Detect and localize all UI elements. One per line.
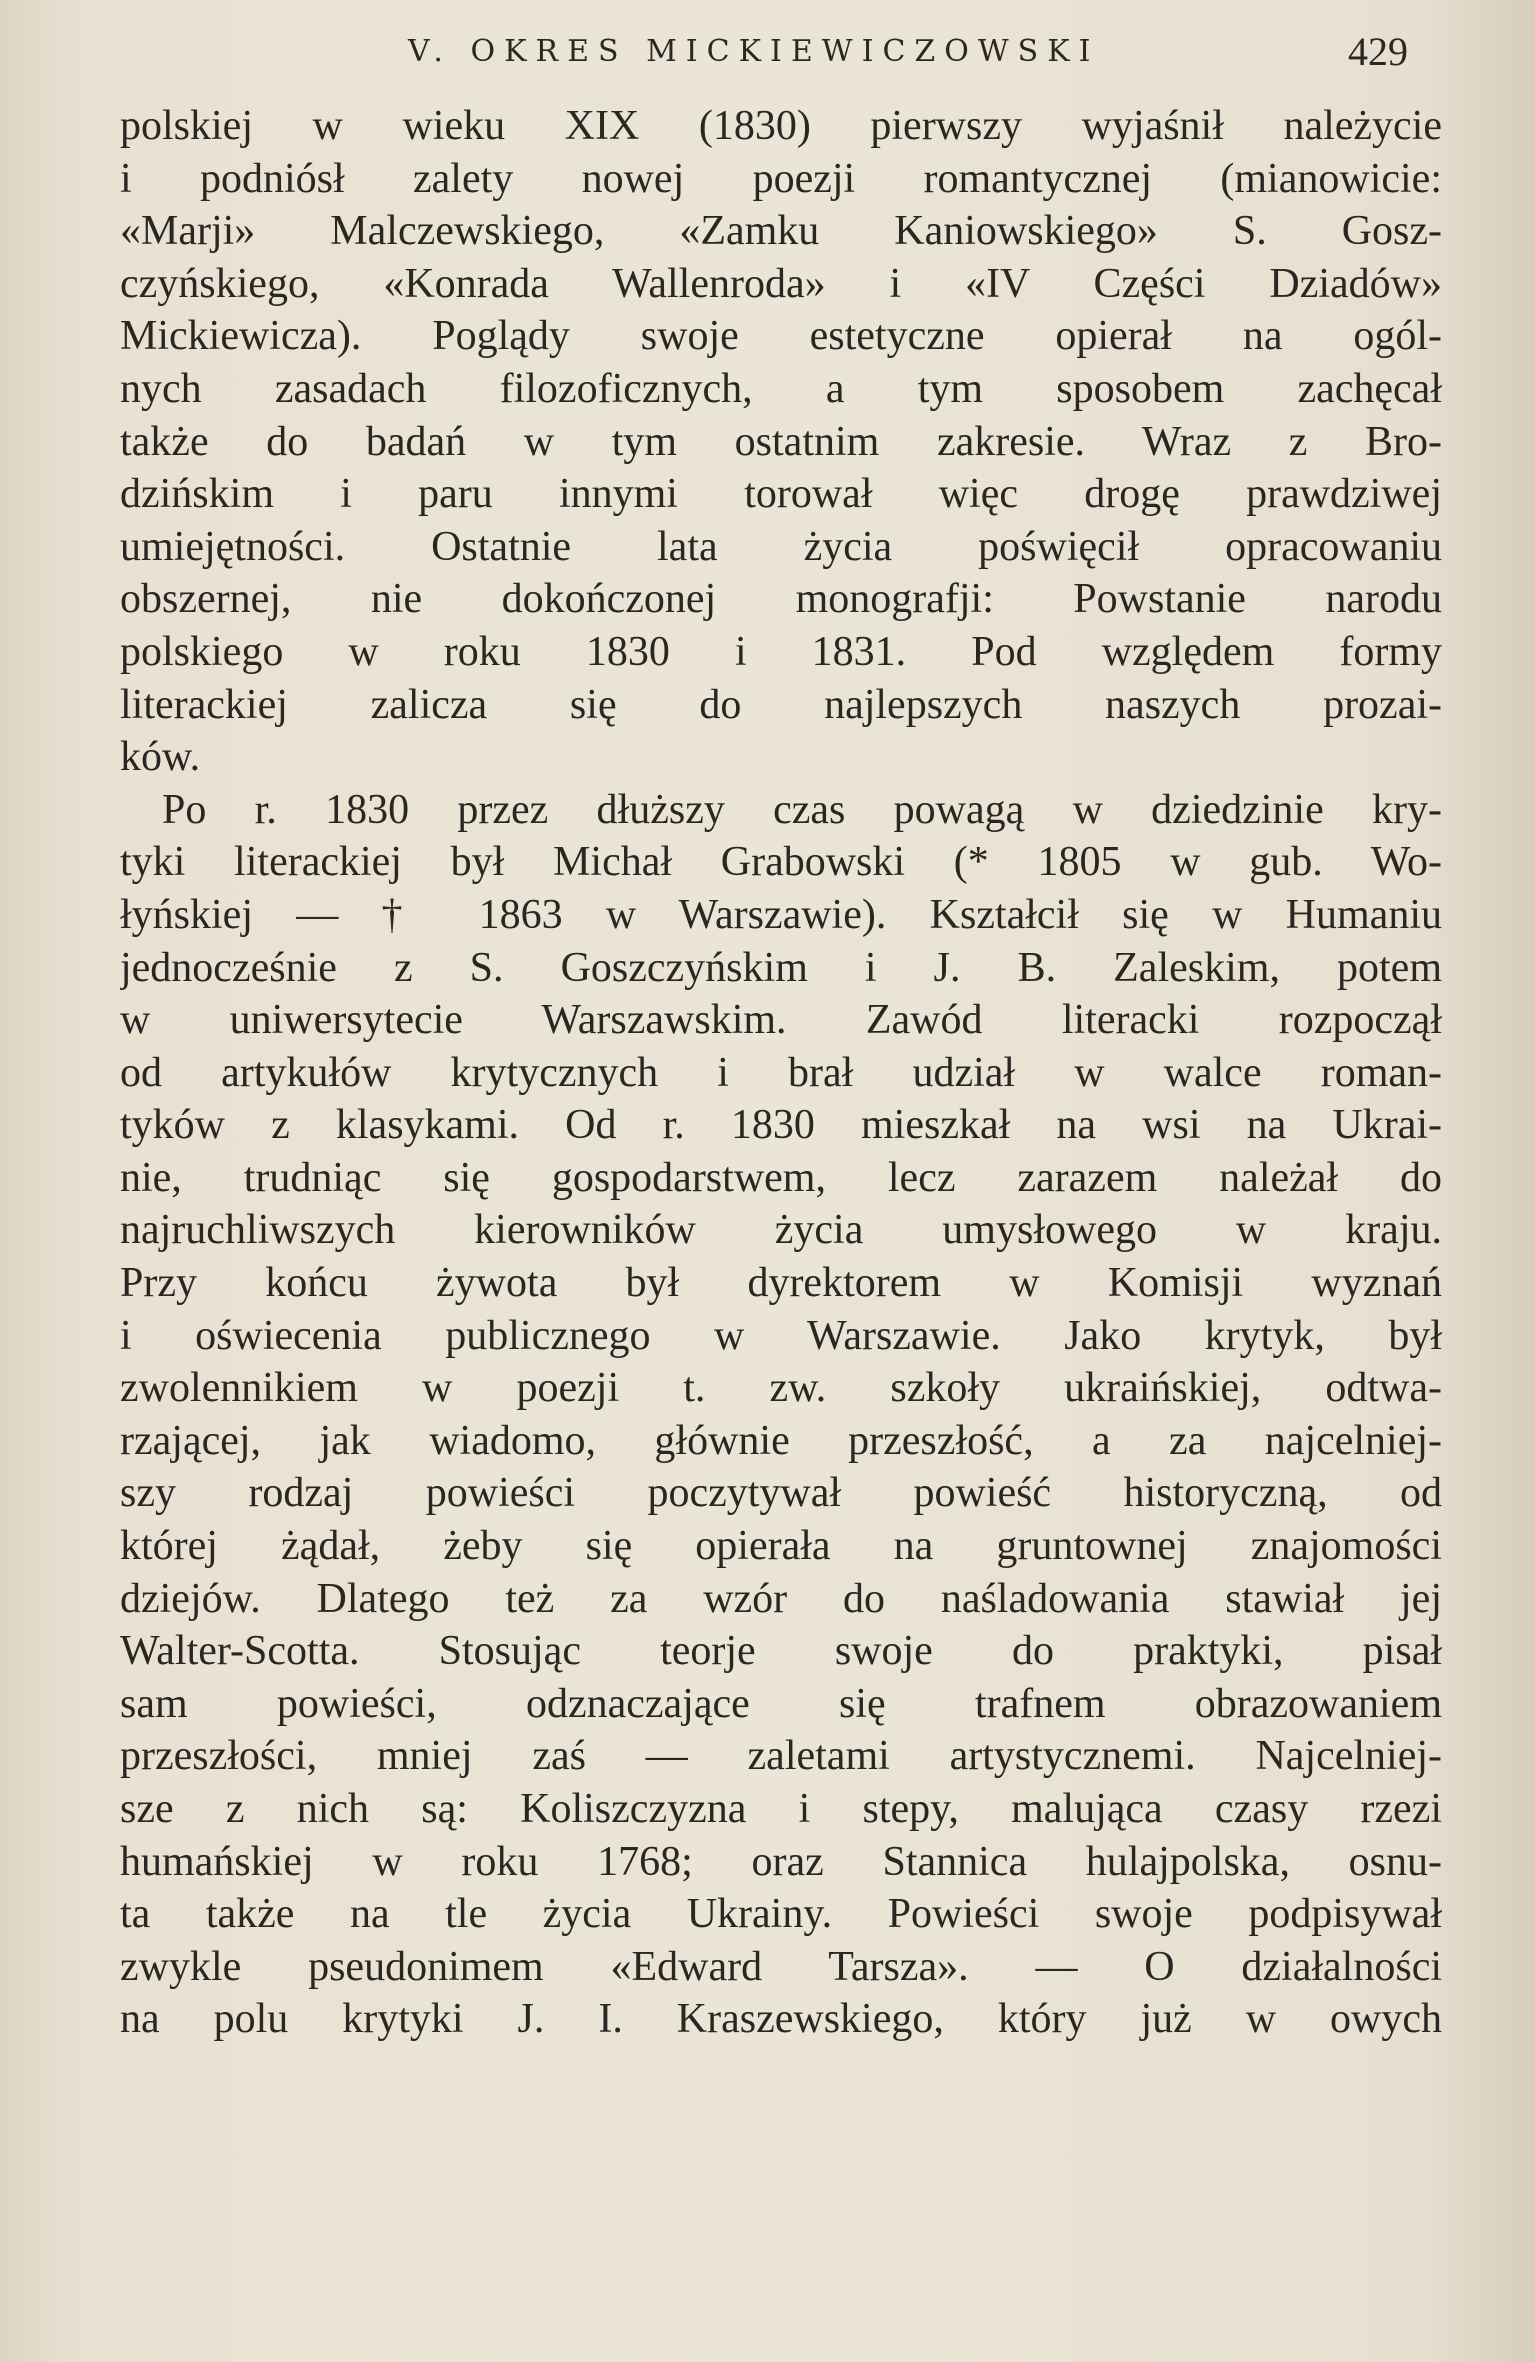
text-line: łyńskiej — † 1863 w Warszawie). Kształcił się w Humaniu (120, 891, 1442, 938)
text-line: dziejów. Dlatego też za wzór do naśladowania stawiał jej (120, 1575, 1442, 1622)
text-line: nie, trudniąc się gospodarstwem, lecz zarazem należał do (120, 1154, 1442, 1201)
page-number: 429 (1348, 29, 1408, 74)
text-line: nych zasadach filozoficznych, a tym sposobem zachęcał (120, 365, 1442, 412)
text-line: ta także na tle życia Ukrainy. Powieści swoje podpisywał (120, 1891, 1442, 1938)
text-line: polskiego w roku 1830 i 1831. Pod względem formy (120, 628, 1442, 675)
paragraph-1 (120, 100, 1442, 784)
text-line: tyków z klasykami. Od r. 1830 mieszkał na wsi na Ukrai- (120, 1102, 1442, 1149)
text-line: tyki literackiej był Michał Grabowski (* 1805 w gub. Wo- (120, 839, 1442, 886)
text-line: przeszłości, mniej zaś — zaletami artystycznemi. Najcelniej- (120, 1733, 1442, 1780)
text-line: polskiej w wieku XIX (1830) pierwszy wyjaśnił należycie (120, 103, 1442, 149)
text-line: na polu krytyki J. I. Kraszewskiego, który już w owych (120, 1996, 1442, 2043)
running-head (408, 28, 1428, 78)
text-line: także do badań w tym ostatnim zakresie. Wraz z Bro- (120, 418, 1442, 465)
paragraph-2 (120, 784, 1442, 2046)
text-line: czyńskiego, «Konrada Wallenroda» i «IV Części Dziadów» (120, 260, 1442, 307)
text-line: Mickiewicza). Poglądy swoje estetyczne opierał na ogól- (120, 313, 1442, 360)
text-line: zwykle pseudonimem «Edward Tarsza». — O działalności (120, 1943, 1442, 1990)
text-line: humańskiej w roku 1768; oraz Stannica hulajpolska, osnu- (120, 1838, 1442, 1885)
text-line: szy rodzaj powieści poczytywał powieść historyczną, od (120, 1470, 1442, 1517)
text-line: jednocześnie z S. Goszczyńskim i J. B. Zaleskim, potem (120, 944, 1442, 991)
text-line: ków. (120, 734, 201, 781)
text-line: której żądał, żeby się opierała na gruntownej znajomości (120, 1523, 1442, 1570)
text-line: zwolennikiem w poezji t. zw. szkoły ukraińskiej, odtwa- (120, 1365, 1442, 1412)
text-line: sam powieści, odznaczające się trafnem obrazowaniem (120, 1680, 1442, 1727)
text-line: dzińskim i paru innymi torował więc drogę prawdziwej (120, 471, 1442, 518)
text-line: literackiej zalicza się do najlepszych naszych prozai- (120, 681, 1442, 728)
text-line: Walter-Scotta. Stosując teorje swoje do praktyki, pisał (120, 1628, 1442, 1675)
text-line: umiejętności. Ostatnie lata życia poświęcił opracowaniu (120, 523, 1442, 570)
text-line: obszernej, nie dokończonej monografji: Powstanie narodu (120, 576, 1442, 623)
text-line: rzającej, jak wiadomo, głównie przeszłość, a za najcelniej- (120, 1417, 1442, 1464)
text-line: od artykułów krytycznych i brał udział w walce roman- (120, 1049, 1442, 1096)
text-line: i podniósł zalety nowej poezji romantycznej (mianowicie: (120, 155, 1442, 202)
section-title: V. OKRES MICKIEWICZOWSKI (408, 34, 1100, 69)
body-text (120, 100, 1442, 2046)
text-line: i oświecenia publicznego w Warszawie. Jako krytyk, był (120, 1312, 1442, 1359)
text-line: Przy końcu żywota był dyrektorem w Komisji wyznań (120, 1260, 1442, 1307)
text-line: najruchliwszych kierowników życia umysłowego w kraju. (120, 1207, 1442, 1254)
text-line: w uniwersytecie Warszawskim. Zawód literacki rozpoczął (120, 997, 1442, 1044)
text-line: «Marji» Malczewskiego, «Zamku Kaniowskiego» S. Gosz- (120, 208, 1442, 255)
text-line: sze z nich są: Koliszczyzna i stepy, malująca czasy rzezi (120, 1786, 1442, 1832)
text-line: Po r. 1830 przez dłuższy czas powagą w dziedzinie kry- (162, 786, 1442, 833)
